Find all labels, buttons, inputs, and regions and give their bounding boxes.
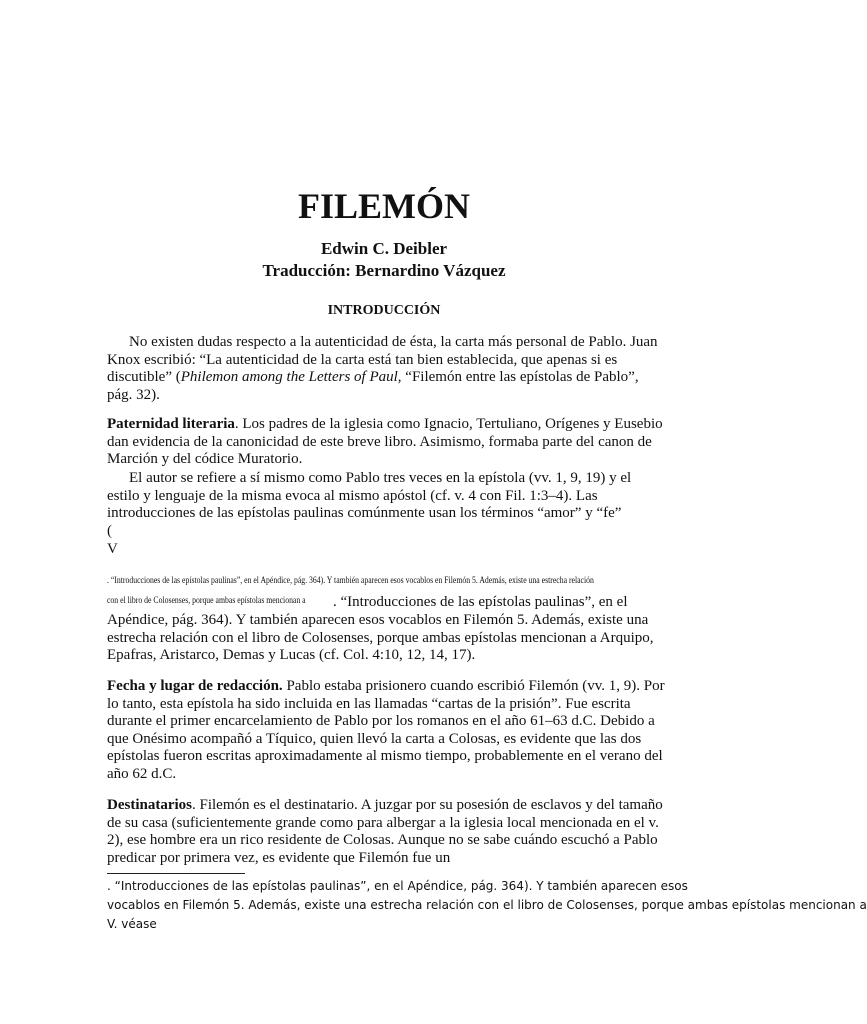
footnote-line: V. véase: [107, 917, 157, 931]
author-line: Edwin C. Deibler: [320, 239, 448, 258]
paragraph-text: El autor se refiere a sí mismo como Pablo tres veces en la epístola (vv. 1, 9, 19) y el estilo y lenguaje de la misma evoca al mismo apóstol (cf. v. 4 con Fil. 1:3–4). Las introducciones de las epístolas paulinas comúnmente usan los términos “amor” y “fe”: [107, 470, 632, 522]
paragraph-text: No existen dudas respecto a la autenticidad de ésta, la carta más personal de Pablo. Juan Knox escribió: “La autenticidad de la carta está tan bien establecida, que apenas si es discutible” (: [107, 334, 658, 386]
footnote-divider: [107, 873, 245, 874]
paragraph-label: Paternidad literaria: [107, 416, 235, 432]
paragraph-author-reference: [107, 470, 667, 523]
footnote-line: . “Introducciones de las epístolas paulinas”, en el Apéndice, pág. 364). Y también aparecen esos: [107, 879, 688, 893]
paragraph-authenticity: [107, 334, 667, 404]
paragraph-label: Fecha y lugar de redacción.: [107, 678, 283, 694]
inline-footnote-line: con el libro de Colosenses, porque ambas epístolas mencionan a: [107, 595, 306, 605]
paragraph-continuation-start: . “Introducciones de las epístolas paulinas”, en el: [333, 594, 628, 610]
paragraph-text: Pablo estaba prisionero cuando escribió Filemón (vv. 1, 9). Por lo tanto, esta epístola ha sido incluida en las llamadas “cartas de la prisión”. Fue escrita durante el primer encarcelamiento de Pablo por los romanos en el año 61–63 d.C. Debido a que Onésimo acompañó a Tíquico, quien llevó la carta a Colosas, es evidente que las dos epístolas fueron escritas aproximadamente al mismo tiempo, probablemente en el verano del año 62 d.C.: [107, 678, 665, 782]
paragraph-text: . Filemón es el destinatario. A juzgar por su posesión de esclavos y del tamaño de su casa (suficientemente grande como para albergar a la iglesia local mencionada en el v. 2), ese hombre era un rico residente de Colosas. Aunque no se sabe cuándo escuchó a Pablo predicar por primera vez, es evidente que Filemón fue un: [107, 797, 663, 866]
inline-footnote-line: . “Introducciones de las epístolas paulinas”, en el Apéndice, pág. 364). Y también aparecen esos vocablos en Filemón 5. Además, existe una estrecha relación: [107, 575, 594, 585]
section-heading: INTRODUCCIÓN: [327, 303, 441, 318]
paragraph-authorship: [107, 416, 667, 469]
stray-letter: V: [107, 541, 118, 557]
paragraph-label: Destinatarios: [107, 797, 192, 813]
document-title: FILEMÓN: [297, 186, 470, 226]
paragraph-related-letters: Apéndice, pág. 364). Y también aparecen esos vocablos en Filemón 5. Además, existe una estrecha relación con el libro de Colosenses, porque ambas epístolas mencionan a Arquipo, Epafras, Aristarco, Demas y Lucas (cf. Col. 4:10, 12, 14, 17).: [107, 612, 654, 664]
book-title-italic: Philemon among the Letters of Paul: [180, 369, 398, 386]
paragraph-date-place: [107, 678, 667, 784]
footnote-line: vocablos en Filemón 5. Además, existe una estrecha relación con el libro de Colosenses, porque ambas epístolas mencionan a: [107, 898, 867, 912]
stray-parenthesis: (: [107, 523, 112, 539]
paragraph-recipients: [107, 797, 667, 867]
translator-line: Traducción: Bernardino Vázquez: [262, 261, 506, 280]
paragraph-text: , “Filemón entre las epístolas de Pablo”, pág. 32).: [107, 369, 639, 403]
paragraph-text: . Los padres de la iglesia como Ignacio, Tertuliano, Orígenes y Eusebio dan evidencia de la canonicidad de este breve libro. Asimismo, formaba parte del canon de Marción y del códice Muratorio.: [107, 416, 663, 468]
